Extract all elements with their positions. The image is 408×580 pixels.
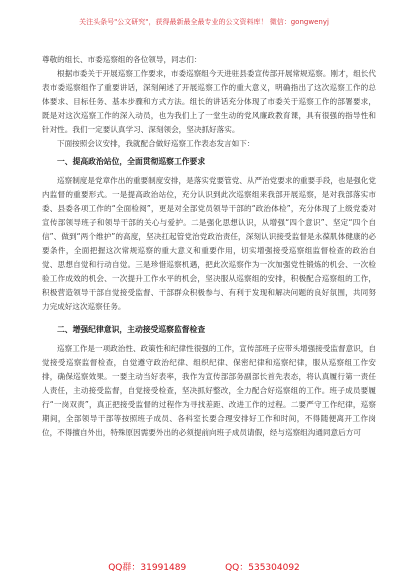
footer-contacts xyxy=(0,560,408,573)
qq-number: QQ：535304092 xyxy=(225,563,300,573)
header-banner xyxy=(0,0,408,46)
section-2-paragraph: 巡察工作是一项政治性、政策性和纪律性很强的工作，宣传部班子应带头增强接受监督意识，自觉接受巡察监督检查，自觉遵守政治纪律、组织纪律、保密纪律和巡察纪律，服从巡察组工作安排，确保巡察效果。一要主动当好表率，我作为宣传部部务副部长首先表态，将认真履行第一责任人责任，主动接受监督，自觉接受检查，坚决抓好整改，全力配合好巡察组的工作。班子成员要履行“一岗双责”，真正把接受监督的过程作为寻找差距、改进工作的过程。二要严守工作纪律，巡察期间，全部领导干部等按照班子成员、各科室长要合理安排好工作和时间，不得随便离开工作岗位，不得擅自外出，特殊原因需要外出的必须提前向班子成员请假，经与巡察组沟通同意后方可 xyxy=(42,344,376,437)
qq-group: QQ群：31991489 xyxy=(108,563,187,573)
document-body xyxy=(42,53,376,440)
banner-text: 关注头条号"公文研究"，获得最新最全最专业的公文资料库！ 微信：gongwenyj xyxy=(79,18,329,26)
section-heading-1: 一、提高政治站位，全面贯彻巡察工作要求 xyxy=(57,157,206,166)
intro-paragraph: 根据市委关于开展巡察工作要求，市委巡察组今天进驻县委宣传部开展常规巡察。刚才，组长代表市委巡察组作了重要讲话，深刻阐述了开展巡察工作的重大意义，明确指出了这次巡察工作的总体要求、目标任务、基本步骤和方式方法。组长的讲话充分体现了市委关于巡察工作的部署要求，既是对这次巡察工作的深入动员，也为我们上了一堂生动的党风廉政教育课，具有很强的指导性和针对性。我们一定要认真学习、深刻领会，坚决抓好落实。 xyxy=(42,69,376,134)
transition-paragraph: 下面按照会议安排，我就配合做好巡察工作表态发言如下： xyxy=(57,139,255,148)
section-heading-2: 二、增强纪律意识，主动接受巡察监督检查 xyxy=(57,325,206,334)
salutation: 尊敬的组长、市委巡察组的各位领导，同志们： xyxy=(42,55,202,64)
section-1-paragraph: 巡察制度是党章作出的重要制度安排，是落实党要管党、从严治党要求的重要手段，也是强化党内监督的重要形式。一是提高政治站位，充分认识到此次巡察组来我部开展巡察，是对我部落实市委、县委各项工作的“全面检阅”，更是对全部党员领导干部的“政治体检”，充分体现了上级党委对宣传部领导班子和领导干部的关心与爱护。二是强化思想认识，从增强“四个意识”、坚定“四个自信”、做到“两个维护”的高度，坚决扛起管党治党政治责任，深刻认识接受监督是永葆肌体健康的必要条件，全面把握这次常规巡察的重大意义和重要作用，切实增强接受巡察组监督检查的政治自觉、思想自觉和行动自觉。三是珍惜巡察机遇，把此次巡察作为一次加强党性锻炼的机会、一次检验工作成效的机会、一次提升工作水平的机会，坚决服从巡察组的安排，积极配合巡察组的工作，积极营造领导干部自觉接受监督、干部群众积极参与、有利于发现和解决问题的良好氛围，共同努力完成好这次巡察任务。 xyxy=(42,176,376,311)
